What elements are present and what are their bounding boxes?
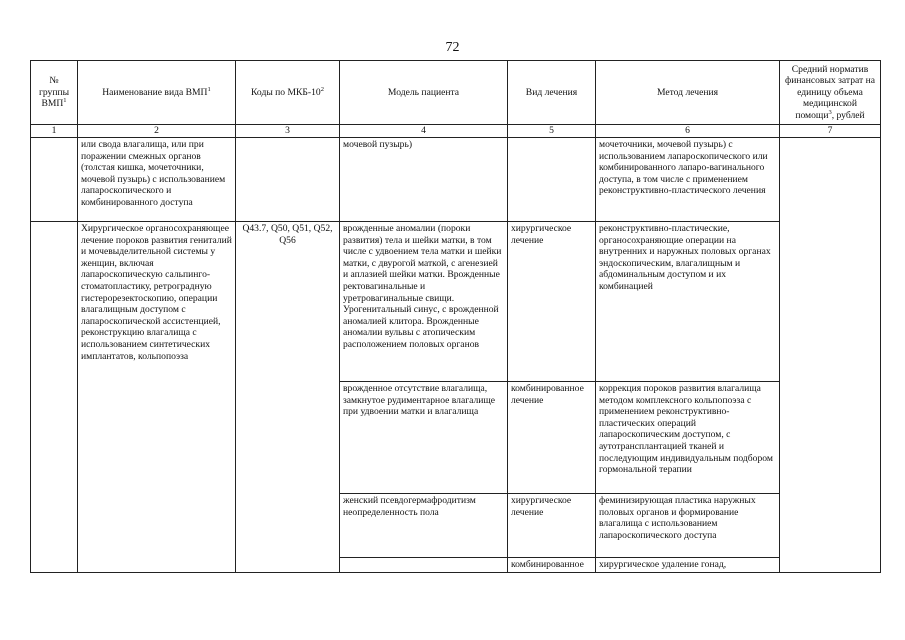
vmp-name-cell: Хирургическое органосохраняющее лечение пороков развития гениталий и мочевыделительной системы у женщин, включая лапароскопическую сальпинго-стоматопластику, ретроградную гистерорезектоскопию, операции влагалищным доступом с лапароскопической ассистенцией, реконструкцию влагалища с использованием синтетических имплантатов, кольпопоэза	[78, 222, 236, 573]
header-cost-standard: Средний норматив финансовых затрат на единицу объема медицинской помощи$^3$, рублей	[780, 61, 881, 125]
column-number: 5	[508, 125, 596, 138]
column-number: 3	[236, 125, 340, 138]
patient-model-cell	[340, 558, 508, 573]
treatment-type-cell: хирургическое лечение	[508, 222, 596, 382]
header-vmp-name: Наименование вида ВМП$^1$	[78, 61, 236, 125]
patient-model-cell: женский псевдогермафродитизм неопределенность пола	[340, 494, 508, 558]
treatment-method-cell: хирургическое удаление гонад,	[596, 558, 780, 573]
group-no-cell	[31, 222, 78, 573]
treatment-method-cell: коррекция пороков развития влагалища методом комплексного кольпопоэза с применением реконструктивно-пластических операций лапароскопическим доступом, с аутотрансплантацией тканей и последующим индивидуальным подбором гормональной терапии	[596, 382, 780, 494]
table-row	[31, 222, 881, 382]
treatment-type-cell	[508, 138, 596, 222]
vmp-table	[30, 60, 881, 573]
treatment-type-cell: хирургическое лечение	[508, 494, 596, 558]
group-no-cell	[31, 138, 78, 222]
table-row	[31, 138, 881, 222]
patient-model-cell: врожденное отсутствие влагалища, замкнутое рудиментарное влагалище при удвоении матки и влагалища	[340, 382, 508, 494]
icd-codes-cell	[236, 138, 340, 222]
patient-model-cell: врожденные аномалии (пороки развития) тела и шейки матки, в том числе с удвоением тела матки и шейки матки, с двурогой маткой, с агенезией и аплазией шейки матки. Врожденные ректовагинальные и уретровагинальные свищи. Урогенитальный синус, с врожденной аномалией клитора. Врожденные аномалии вульвы с атопическим расположением половых органов	[340, 222, 508, 382]
treatment-method-cell: мочеточники, мочевой пузырь) с использованием лапароскопического или комбинированного лапаро-вагинального доступа, в том числе с применением реконструктивно-пластического лечения	[596, 138, 780, 222]
header-treatment-method: Метод лечения	[596, 61, 780, 125]
patient-model-cell: мочевой пузырь)	[340, 138, 508, 222]
cost-cell	[780, 138, 881, 573]
treatment-method-cell: феминизирующая пластика наружных половых органов и формирование влагалища с использованием лапароскопического доступа	[596, 494, 780, 558]
treatment-type-cell: комбинированное лечение	[508, 382, 596, 494]
column-number: 2	[78, 125, 236, 138]
header-icd-codes: Коды по МКБ-$10^2$	[236, 61, 340, 125]
treatment-method-cell: реконструктивно-пластические, органосохраняющие операции на внутренних и наружных половых органах эндоскопическим, влагалищным и абдоминальным доступом и их комбинацией	[596, 222, 780, 382]
header-row	[31, 61, 881, 125]
treatment-type-cell: комбинированное	[508, 558, 596, 573]
page-number: 72	[445, 40, 460, 55]
column-number: 6	[596, 125, 780, 138]
column-number-row	[31, 125, 881, 138]
column-number: 4	[340, 125, 508, 138]
icd-codes-cell: Q43.7, Q50, Q51, Q52, Q56	[236, 222, 340, 573]
header-group-no: № группы ВМП$^1$	[31, 61, 78, 125]
header-treatment-type: Вид лечения	[508, 61, 596, 125]
header-patient-model: Модель пациента	[340, 61, 508, 125]
column-number: 7	[780, 125, 881, 138]
vmp-name-cell: или свода влагалища, или при поражении смежных органов (толстая кишка, мочеточники, мочевой пузырь) с использованием лапароскопического и комбинированного доступа	[78, 138, 236, 222]
column-number: 1	[31, 125, 78, 138]
